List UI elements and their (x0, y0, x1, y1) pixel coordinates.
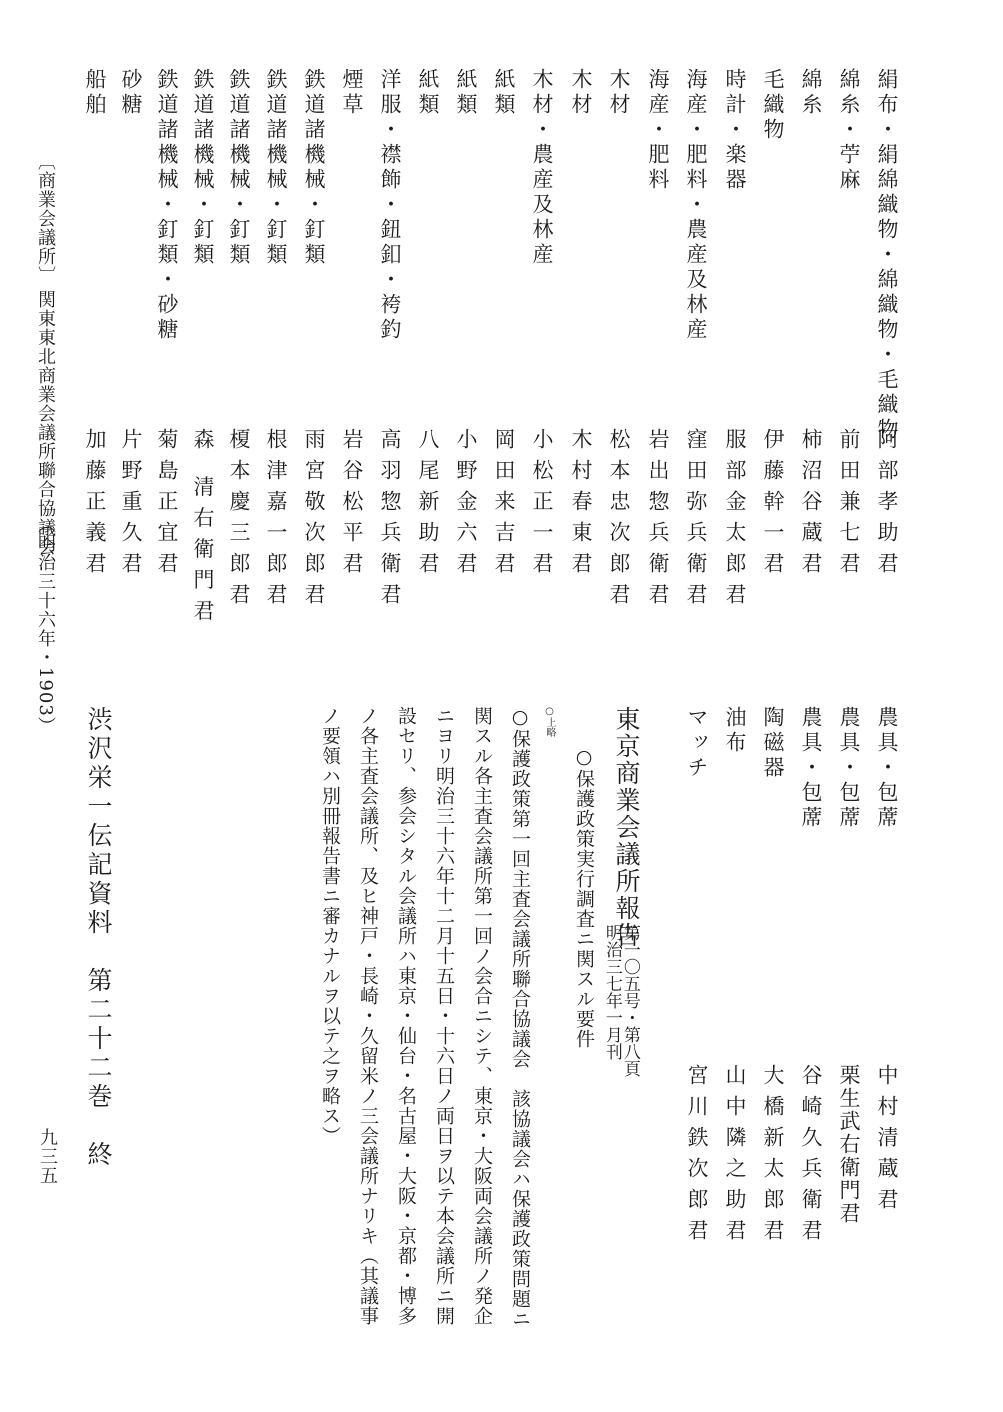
upper-category: 紙類 (416, 68, 440, 118)
upper-category: 綿糸・苧麻 (837, 68, 861, 193)
upper-person-name: 岡田来吉君 (492, 428, 516, 583)
upper-person-name: 片野重久君 (119, 428, 143, 583)
upper-person-name: 榎本慶三郎君 (227, 428, 251, 614)
report-omission: ○上略 (544, 706, 555, 737)
upper-category: 毛織物 (761, 68, 785, 143)
upper-person-name: 松本忠次郎君 (607, 428, 631, 614)
upper-category: 木材 (569, 68, 593, 118)
report-body-line: ノ要領ハ別冊報告書ニ審カナルヲ以テ之ヲ略ス） (319, 706, 341, 1146)
upper-person-name: 雨宮敬次郎君 (302, 428, 326, 614)
report-title: 東京商業会議所報告 (612, 706, 641, 949)
upper-person-name: 岩出惣兵衛君 (646, 428, 670, 614)
running-head-title: 関東東北商業会議所聯合協議会 (35, 290, 56, 556)
upper-category: 海産・肥料 (646, 68, 670, 193)
upper-person-name: 伊藤幹一君 (761, 428, 785, 583)
upper-category: 木材 (607, 68, 631, 118)
upper-category: 洋服・襟飾・鈕釦・袴釣 (378, 68, 402, 343)
upper-person-name: 窪田弥兵衛君 (684, 428, 708, 614)
report-date: 明治三七年一月刊 (601, 924, 622, 1060)
upper-category: 鉄道諸機械・釘類 (227, 68, 251, 268)
page-number: 九三五 (37, 1128, 58, 1185)
upper-person-name: 木村春東君 (569, 428, 593, 583)
upper-category: 木材・農産及林産 (530, 68, 554, 268)
upper-category: 鉄道諸機械・釘類・砂糖 (155, 68, 179, 343)
report-subtitle: ○保護政策実行調査ニ関スル要件 (573, 746, 595, 1049)
report-body-line: ニヨリ明治三十六年十二月十五日・十六日ノ両日ヲ以テ本会議所ニ開 (433, 706, 455, 1326)
upper-category: 絹布・絹綿織物・綿織物・毛織物 (875, 68, 899, 443)
series-title: 渋沢栄一伝記資料 第二十二巻 終 (84, 706, 113, 1170)
upper-person-name: 岩谷松平君 (340, 428, 364, 583)
lower-person-name: 中村清蔵君 (875, 1064, 899, 1219)
report-body-line: ノ各主査会議所、及ヒ神戸・長崎・久留米ノ三会議所ナリキ（其議事 (357, 706, 379, 1326)
upper-category: 時計・楽器 (723, 68, 747, 193)
upper-category: 鉄道諸機械・釘類 (191, 68, 215, 268)
lower-category: 農具・包蓆 (837, 706, 861, 831)
lower-person-name: 宮川鉄次郎君 (685, 1064, 709, 1250)
upper-category: 砂糖 (119, 68, 143, 118)
upper-person-name: 八尾新助君 (416, 428, 440, 583)
running-head-era: （明治三十六年・1903） (35, 515, 56, 736)
upper-person-name: 森 清右衛門君 (191, 428, 215, 631)
upper-person-name: 服部金太郎君 (723, 428, 747, 614)
upper-person-name: 小松正一君 (530, 428, 554, 583)
upper-category: 綿糸 (799, 68, 823, 118)
upper-person-name: 前田兼七君 (837, 428, 861, 583)
upper-person-name: 小野金六君 (454, 428, 478, 583)
report-body-line: ○保護政策第一回主査会議所聯合協議会 該協議会ハ保護政策問題ニ (509, 706, 531, 1329)
upper-person-name: 加藤正義君 (83, 428, 107, 583)
upper-category: 海産・肥料・農産及林産 (684, 68, 708, 343)
upper-person-name: 根津嘉一郎君 (264, 428, 288, 614)
lower-person-name: 大橋新太郎君 (761, 1064, 785, 1250)
lower-category: 油布 (723, 706, 747, 756)
report-body-line: 設セリ、参会シタル会議所ハ東京・仙台・名古屋・大阪・京都・博多 (395, 706, 417, 1326)
upper-person-name: 高羽惣兵衛君 (378, 428, 402, 614)
upper-person-name: 菊島正宜君 (155, 428, 179, 583)
lower-category: 農具・包蓆 (875, 706, 899, 831)
upper-category: 船舶 (83, 68, 107, 118)
upper-category: 紙類 (454, 68, 478, 118)
upper-category: 煙草 (340, 68, 364, 118)
lower-person-name: 栗生武右衛門君 (837, 1064, 861, 1225)
lower-person-name: 谷崎久兵衛君 (799, 1064, 823, 1250)
running-head-section: 〔商業会議所〕 (35, 152, 56, 285)
upper-category: 紙類 (492, 68, 516, 118)
upper-person-name: 阿部孝助君 (875, 428, 899, 583)
upper-person-name: 柿沼谷蔵君 (799, 428, 823, 583)
report-body-line: 関スル各主査会議所第一回ノ会合ニシテ、東京・大阪両会議所ノ発企 (471, 706, 493, 1326)
upper-category: 鉄道諸機械・釘類 (264, 68, 288, 268)
lower-category: マッチ (685, 706, 709, 781)
upper-category: 鉄道諸機械・釘類 (302, 68, 326, 268)
report-issue: 第一〇五号・第八頁 (619, 924, 640, 1077)
lower-category: 陶磁器 (761, 706, 785, 781)
lower-person-name: 山中隣之助君 (723, 1064, 747, 1250)
lower-category: 農具・包蓆 (799, 706, 823, 831)
